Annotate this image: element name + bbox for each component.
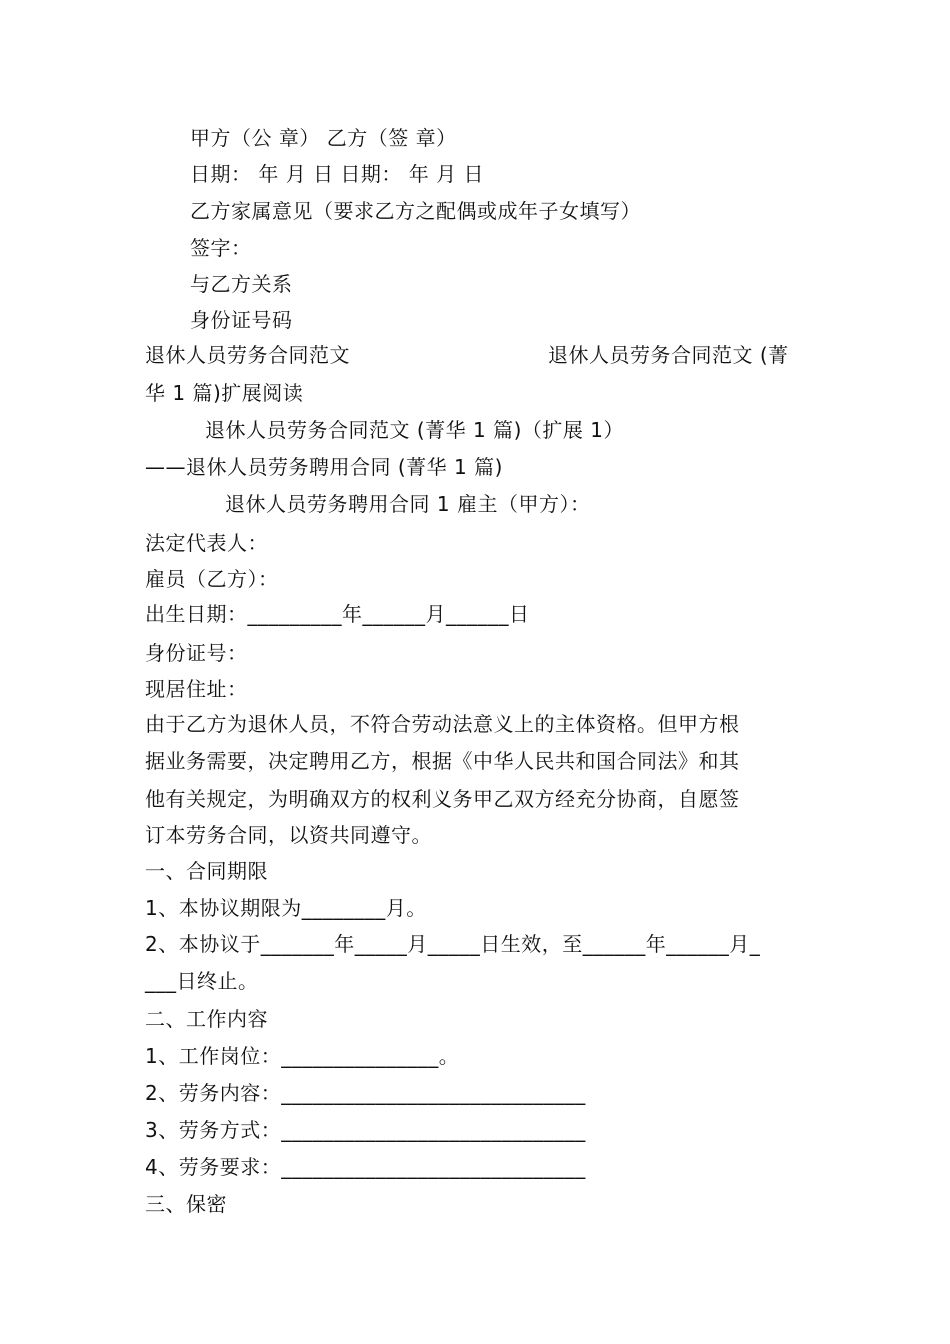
work-clause-2: 2、劳务内容：_____________________________ bbox=[145, 1081, 586, 1105]
subtitle-line: ——退休人员劳务聘用合同 (菁华 1 篇) bbox=[145, 455, 503, 479]
employee-field: 雇员（乙方）： bbox=[145, 567, 279, 591]
work-clause-1: 1、工作岗位：_______________。 bbox=[145, 1044, 460, 1068]
date-line: 日期： 年 月 日 日期： 年 月 日 bbox=[190, 162, 485, 186]
section-heading-term: 一、合同期限 bbox=[145, 859, 268, 883]
legal-rep-field: 法定代表人： bbox=[145, 531, 268, 555]
work-clause-4: 4、劳务要求：_____________________________ bbox=[145, 1155, 586, 1179]
extended-reading-line: 华 1 篇)扩展阅读 bbox=[145, 381, 304, 405]
id-number-label: 身份证号码 bbox=[190, 308, 293, 332]
signature-line: 甲方（公 章） 乙方（签 章） bbox=[190, 126, 457, 150]
section-title-left: 退休人员劳务合同范文 bbox=[145, 343, 350, 367]
sign-label: 签字： bbox=[190, 236, 252, 260]
section-title-right: 退休人员劳务合同范文 (菁 bbox=[548, 343, 789, 367]
term-clause-2-cont: ___日终止。 bbox=[145, 969, 259, 993]
term-clause-1: 1、本协议期限为________月。 bbox=[145, 896, 427, 920]
term-clause-2: 2、本协议于_______年_____月_____日生效，至______年______月_ bbox=[145, 932, 761, 956]
work-clause-3: 3、劳务方式：_____________________________ bbox=[145, 1118, 586, 1142]
body-paragraph-line: 他有关规定，为明确双方的权利义务甲乙双方经充分协商，自愿签 bbox=[145, 787, 740, 811]
contract-heading: 退休人员劳务聘用合同 1 雇主（甲方）： bbox=[225, 492, 591, 516]
birth-date-field: 出生日期：_________年______月______日 bbox=[145, 602, 530, 626]
id-field: 身份证号： bbox=[145, 641, 248, 665]
body-paragraph-line: 据业务需要，决定聘用乙方，根据《中华人民共和国合同法》和其 bbox=[145, 749, 740, 773]
body-paragraph-line: 由于乙方为退休人员，不符合劳动法意义上的主体资格。但甲方根 bbox=[145, 712, 740, 736]
relationship-label: 与乙方关系 bbox=[190, 272, 293, 296]
extension-heading: 退休人员劳务合同范文 (菁华 1 篇)（扩展 1） bbox=[205, 418, 624, 442]
body-paragraph-line: 订本劳务合同，以资共同遵守。 bbox=[145, 823, 432, 847]
address-field: 现居住址： bbox=[145, 677, 248, 701]
section-heading-work: 二、工作内容 bbox=[145, 1007, 268, 1031]
family-opinion-line: 乙方家属意见（要求乙方之配偶或成年子女填写） bbox=[190, 199, 641, 223]
section-heading-confidentiality: 三、保密 bbox=[145, 1192, 227, 1216]
